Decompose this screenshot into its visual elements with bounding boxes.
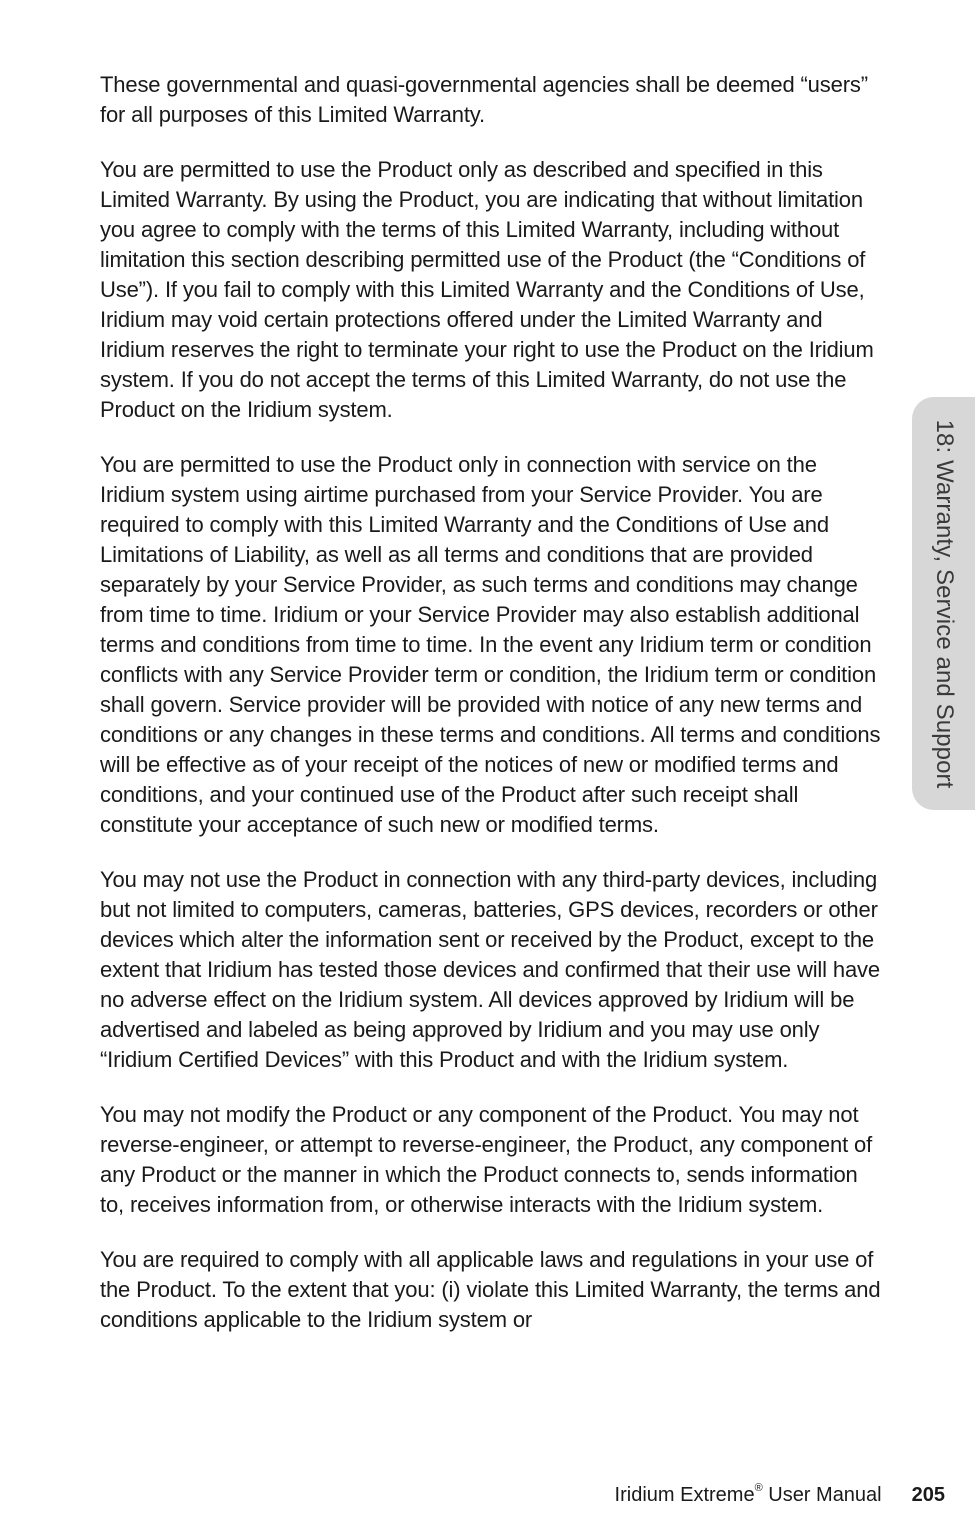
paragraph: You may not modify the Product or any component of the Product. You may not reverse-engineer, or attempt to reverse-engineer, the Product, any component of any Product or the manner in which the Product connects to, sends information to, receives information from, or otherwise interacts with the Iridium system.	[100, 1102, 873, 1217]
paragraph: You are permitted to use the Product only as described and specified in this Limited Warranty. By using the Product, you are indicating that without limitation you agree to comply with the terms of this Limited Warranty, including without limitation this section describing permitted use of the Product (the “Conditions of Use”). If you fail to comply with this Limited Warranty and the Conditions of Use, Iridium may void certain protections offered under the Limited Warranty and Iridium reserves the right to terminate your right to use the Product on the Iridium system. If you do not accept the terms of this Limited Warranty, do not use the Product on the Iridium system.	[100, 157, 874, 422]
manual-title: Iridium Extreme® User Manual	[614, 1482, 882, 1506]
chapter-tab-label: 18: Warranty, Service and Support	[930, 419, 958, 788]
chapter-tab	[912, 397, 975, 810]
paragraph: You are permitted to use the Product only in connection with service on the Iridium system using airtime purchased from your Service Provider. You are required to comply with this Limited Warranty and the Conditions of Use and Limitations of Liability, as well as all terms and conditions that are provided separately by your Service Provider, as such terms and conditions may change from time to time. Iridium or your Service Provider may also establish additional terms and conditions from time to time. In the event any Iridium term or condition conflicts with any Service Provider term or condition, the Iridium term or condition shall govern. Service provider will be provided with notice of any new terms and conditions or any changes in these terms and conditions. All terms and conditions will be effective as of your receipt of the notices of new or modified terms and conditions, and your continued use of the Product after such receipt shall constitute your acceptance of such new or modified terms.	[100, 452, 881, 837]
page-body	[100, 70, 885, 1360]
paragraph: These governmental and quasi-governmental agencies shall be deemed “users” for all purposes of this Limited Warranty.	[100, 72, 868, 127]
page-footer	[615, 1484, 945, 1507]
page-number: 205	[911, 1484, 945, 1506]
paragraph: You are required to comply with all applicable laws and regulations in your use of the Product. To the extent that you: (i) violate this Limited Warranty, the terms and conditions applicable to the Iridium system or	[100, 1247, 881, 1332]
trademark-symbol: ®	[754, 1482, 763, 1494]
paragraph: You may not use the Product in connection with any third-party devices, including but not limited to computers, cameras, batteries, GPS devices, recorders or other devices which alter the information sent or received by the Product, except to the extent that Iridium has tested those devices and confirmed that their use will have no adverse effect on the Iridium system. All devices approved by Iridium will be advertised and labeled as being approved by Iridium and you may use only “Iridium Certified Devices” with this Product and with the Iridium system.	[100, 867, 880, 1072]
